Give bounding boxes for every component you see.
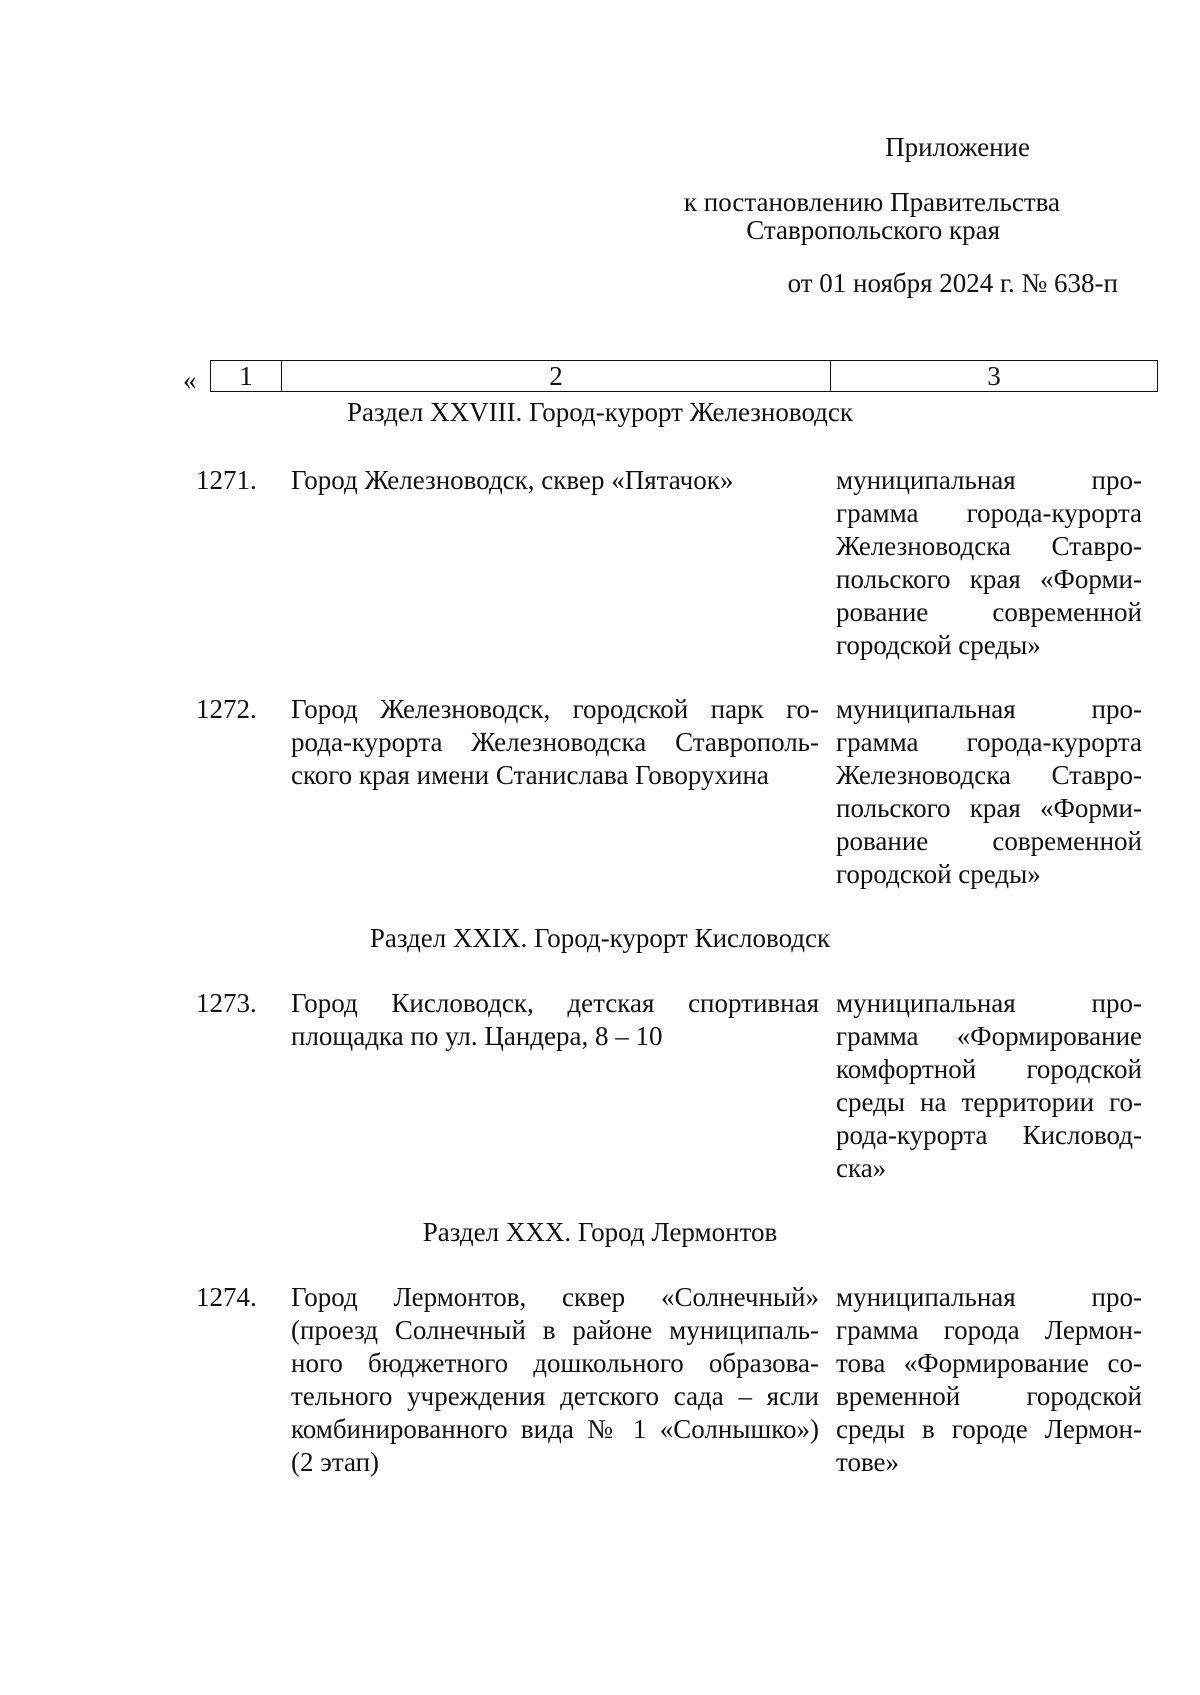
appendix-date: от 01 ноября 2024 г. № 638-п	[787, 268, 1118, 298]
program-line: польского края «Форми-	[836, 793, 1142, 823]
program-line: муниципальная про-	[836, 988, 1142, 1018]
object-line: ного бюджетного дошкольного образова-	[291, 1348, 819, 1378]
program-line: временной городской	[836, 1381, 1142, 1411]
appendix-title-line: Ставропольского края	[746, 215, 1000, 245]
appendix-title	[684, 188, 1060, 244]
program-line: городской среды»	[836, 859, 1041, 889]
object-line: Город Кисловодск, детская спортивная	[291, 988, 819, 1018]
program-line: рование современной	[836, 826, 1142, 856]
program-line: муниципальная про-	[836, 694, 1142, 724]
row-number: 1274.	[196, 1282, 257, 1312]
row-program	[836, 464, 1142, 662]
row-object	[291, 693, 819, 792]
program-line: городской среды»	[836, 630, 1041, 660]
program-line: грамма города Лермон-	[836, 1315, 1142, 1345]
object-line: Город Железноводск, городской парк го-	[291, 694, 819, 724]
program-line: грамма «Формирование	[836, 1021, 1142, 1051]
program-line: комфортной городской	[836, 1054, 1142, 1084]
program-line: рование современной	[836, 597, 1142, 627]
program-line: тове»	[836, 1447, 900, 1477]
section-title: Раздел XXIX. Город-курорт Кисловодск	[369, 923, 831, 953]
program-line: польского края «Форми-	[836, 564, 1142, 594]
column-number-3: 3	[831, 361, 1158, 392]
program-line: ска»	[836, 1153, 887, 1183]
object-line: Город Лермонтов, сквер «Солнечный»	[291, 1282, 819, 1312]
object-line: (проезд Солнечный в районе муниципаль-	[291, 1315, 819, 1345]
program-line: грамма города-курорта	[836, 727, 1142, 757]
row-object	[291, 1281, 819, 1479]
object-line: Город Железноводск, сквер «Пятачок»	[291, 465, 734, 495]
object-line: площадка по ул. Цандера, 8 – 10	[291, 1021, 663, 1051]
program-line: среды в городе Лермон-	[836, 1414, 1142, 1444]
program-line: Железноводска Ставро-	[836, 531, 1142, 561]
appendix-title-line: к постановлению Правительства	[683, 187, 1060, 217]
row-number: 1271.	[196, 465, 257, 495]
section-title: Раздел XXX. Город Лермонтов	[422, 1217, 778, 1247]
row-number: 1272.	[196, 694, 257, 724]
program-line: това «Формирование со-	[836, 1348, 1142, 1378]
row-program	[836, 987, 1142, 1185]
row-object	[291, 987, 819, 1053]
opening-quote: «	[183, 365, 197, 395]
row-number: 1273.	[196, 988, 257, 1018]
row-program	[836, 1281, 1142, 1479]
column-number-2: 2	[282, 361, 831, 392]
object-line: ского края имени Станислава Говорухина	[291, 760, 769, 790]
table-header	[210, 360, 1158, 392]
object-line: тельного учреждения детского сада – ясли	[291, 1381, 819, 1411]
object-line: рода-курорта Железноводска Ставрополь-	[291, 727, 819, 757]
row-object	[291, 464, 819, 497]
object-line: (2 этап)	[291, 1447, 380, 1477]
object-line: комбинированного вида № 1 «Солнышко»)	[291, 1414, 819, 1444]
program-line: среды на территории го-	[836, 1087, 1142, 1117]
appendix-caption: Приложение	[885, 132, 1030, 162]
program-line: муниципальная про-	[836, 1282, 1142, 1312]
column-number-1: 1	[211, 361, 282, 392]
row-program	[836, 693, 1142, 891]
program-line: грамма города-курорта	[836, 498, 1142, 528]
section-title: Раздел XXVIII. Город-курорт Железноводск	[346, 397, 854, 427]
program-line: рода-курорта Кисловод-	[836, 1120, 1142, 1150]
program-line: Железноводска Ставро-	[836, 760, 1142, 790]
program-line: муниципальная про-	[836, 465, 1142, 495]
